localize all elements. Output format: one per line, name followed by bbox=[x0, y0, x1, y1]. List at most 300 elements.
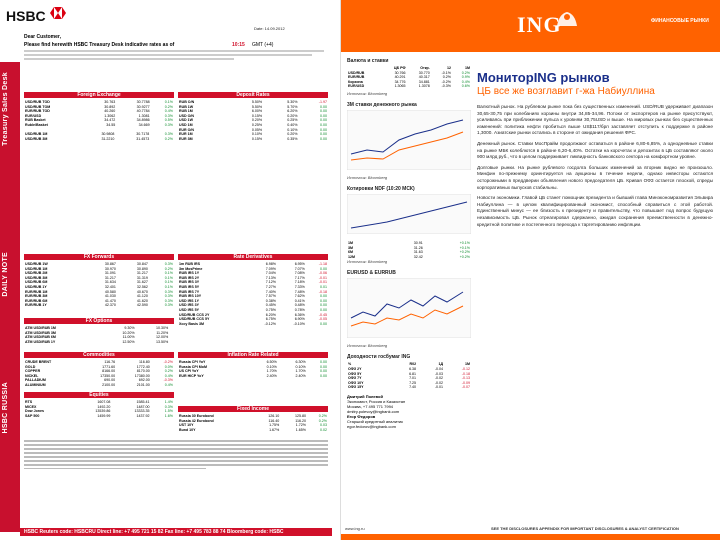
table-cell: 6.00% bbox=[251, 109, 263, 114]
table-cell: 5.50% bbox=[251, 104, 263, 109]
table-cell: 1М bbox=[348, 240, 353, 245]
paragraph-fx-market: Валютный рынок. На рублевом рынке пока без существенных изменений. USD/RUB удерживает диапазон 30,65-30,75 при колебаниях корзины внутри 34,85-34,96. Потоки от экспортеров на рынке присутствуют, усиливаясь при приближении пульса к уровням 30,75USD и выше. На мировых рынках без существенных изменений: политика нефти пробиться выше US$117/брл заставляет отступить к поддержке в районе 1,3000. Азиатские рынки остались в стороне от ожидания решения ФРС. bbox=[477, 104, 713, 136]
table-cell: 1492.20 bbox=[97, 404, 111, 409]
table-cell: USD 1M bbox=[179, 122, 193, 127]
table-cell: 40.260 bbox=[104, 109, 116, 114]
table-cell: RUB IRS 10Y bbox=[179, 294, 202, 299]
table-cell: 0.15% bbox=[251, 113, 263, 118]
table-cell: 0.6% bbox=[461, 84, 470, 89]
fx-forward-spot-table bbox=[24, 132, 174, 141]
table-cell: 13.50% bbox=[156, 339, 169, 344]
side-label-treasury: Treasury Sales Desk bbox=[2, 72, 9, 146]
table-cell: 7.18% bbox=[294, 280, 305, 285]
table-cell: EUR/USD bbox=[348, 84, 365, 89]
hsbc-notice: Please find herewith HSBC Treasury Desk indicative rates as of bbox=[24, 42, 175, 48]
table-cell: 0.00 bbox=[320, 307, 327, 312]
table-cell: 0.45% bbox=[265, 303, 276, 308]
table-cell: 0.00 bbox=[320, 369, 327, 374]
table-cell: 0.00 bbox=[320, 127, 327, 132]
table-cell: 0.00 bbox=[320, 113, 327, 118]
table-cell: 30.7788 bbox=[136, 100, 150, 104]
section-inflation: Inflation Rate Related bbox=[178, 352, 328, 358]
table-cell: -0.01 bbox=[434, 385, 444, 390]
table-cell: 34.881 bbox=[418, 79, 430, 84]
table-cell: 0.10% bbox=[295, 364, 306, 369]
table-cell: EUR/USD bbox=[25, 113, 42, 118]
eurusd-eurrub-chart bbox=[347, 278, 471, 338]
table-cell: -0.01 bbox=[318, 275, 327, 280]
table-cell: 1772.40 bbox=[136, 364, 150, 369]
table-cell: 0.4% bbox=[461, 79, 470, 84]
table-cell: 10.20% bbox=[122, 330, 135, 335]
table-cell: 0.01 bbox=[320, 284, 327, 289]
table-cell: 7.57% bbox=[265, 294, 276, 299]
table-cell: 41.030 bbox=[104, 294, 116, 299]
table-cell: 0.3% bbox=[164, 298, 173, 303]
table-cell: RUB IRS 2Y bbox=[179, 275, 200, 280]
table-cell: 1.3081 bbox=[138, 113, 150, 118]
table-cell: 7.13% bbox=[265, 275, 276, 280]
table-cell: USD/RUB CCS 2Y bbox=[179, 312, 210, 317]
table-cell: 126.10 bbox=[268, 414, 280, 418]
inflation-table bbox=[178, 360, 328, 378]
ing-header-tag: ФИНАНСОВЫЕ РЫНКИ bbox=[651, 18, 709, 24]
table-cell: 1.65% bbox=[295, 427, 306, 432]
table-cell: ОФЗ 5Y bbox=[348, 371, 362, 376]
table-cell: 31.26 bbox=[413, 245, 423, 250]
table-cell: 5.50% bbox=[251, 100, 263, 104]
table-cell: 0.2% bbox=[164, 104, 173, 109]
table-cell: -0.05 bbox=[318, 317, 327, 322]
table-cell: 1.5% bbox=[164, 409, 173, 414]
ndf-chart bbox=[347, 194, 471, 234]
table-cell: 7.48% bbox=[294, 289, 305, 294]
table-cell: COPPER bbox=[25, 369, 41, 374]
table-cell: USD/RUB 1W bbox=[25, 262, 48, 266]
table-cell: 1459.99 bbox=[97, 413, 111, 418]
table-cell: 32.401 bbox=[104, 284, 116, 289]
table-cell: 6.75% bbox=[265, 317, 276, 322]
table-cell: 116.80 bbox=[139, 360, 150, 364]
fixed-income-table bbox=[178, 414, 328, 432]
table-cell: 1М bbox=[465, 362, 470, 367]
table-cell: 30.9808 bbox=[101, 132, 115, 136]
table-cell: 34.472 bbox=[104, 118, 116, 123]
section-fx-options: FX Options bbox=[24, 318, 174, 324]
table-cell: 1487.00 bbox=[136, 404, 150, 409]
table-cell: Ruble/Basket bbox=[25, 122, 48, 127]
table-cell: 13333.35 bbox=[134, 409, 150, 414]
table-cell: Russia CPI YoY bbox=[179, 360, 206, 364]
table-cell: 0.4% bbox=[164, 382, 173, 387]
table-cell: 0.00 bbox=[320, 360, 327, 364]
table-cell: 1771.60 bbox=[102, 364, 116, 369]
table-cell: 0.75% bbox=[265, 307, 276, 312]
table-cell: 0.25% bbox=[251, 122, 263, 127]
ing-website[interactable]: www.ing.ru bbox=[345, 526, 365, 531]
table-cell: 41.120 bbox=[136, 294, 148, 299]
table-row bbox=[347, 255, 471, 260]
table-cell: ALUMINIUM bbox=[25, 382, 46, 387]
table-cell: 31.091 bbox=[104, 271, 116, 276]
table-cell: -0.12 bbox=[461, 366, 470, 371]
table-cell: 30.892 bbox=[104, 104, 116, 109]
table-cell: USD/RUB 1M bbox=[25, 266, 48, 271]
table-cell: 30.847 bbox=[136, 262, 148, 266]
table-cell: EUR/RUB bbox=[348, 75, 365, 80]
table-cell: 1.67% bbox=[269, 427, 280, 432]
table-cell: 42.370 bbox=[104, 303, 116, 308]
table-cell: 6.20% bbox=[265, 312, 276, 317]
table-cell: 30.867 bbox=[104, 262, 116, 266]
table-cell: +0.2% bbox=[459, 254, 470, 259]
table-cell: 0.3% bbox=[164, 113, 173, 118]
table-cell: 7.04% bbox=[265, 271, 276, 276]
table-cell: RUB IRS 3Y bbox=[179, 280, 200, 285]
table-cell: -1.18 bbox=[318, 262, 327, 266]
table-cell: -0.3% bbox=[441, 84, 451, 89]
table-cell: 0.2% bbox=[164, 136, 173, 141]
table-row bbox=[24, 383, 174, 388]
table-cell: 0.1% bbox=[164, 280, 173, 285]
table-cell: 40.317 bbox=[418, 75, 430, 80]
table-cell: 30.9277 bbox=[136, 104, 150, 109]
table-cell: 31.627 bbox=[136, 280, 148, 285]
table-cell: 0.38% bbox=[265, 298, 276, 303]
table-cell: 116.40 bbox=[268, 418, 280, 423]
table-cell: CRUDE BRENT bbox=[25, 360, 52, 364]
table-cell: Russia 30 Eurobond bbox=[179, 414, 214, 418]
paragraph-economy-news: Новости экономики. Главой ЦБ станет помощник президента и бывший глава Минэкономразвития Эльвира Набиуллина — в целом квалифицированный экономист, способный справиться с этой работой. Единственный минус — ее близость к президенту и правительству, что повышает под вопрос будущую независимость ЦБ. Рынок отреагировал сдержанно, ожидая сохранения преемственности в денежно-кредитной политике и постепенного перехода к таргетированию инфляции. bbox=[477, 195, 713, 227]
table-cell: 7.09% bbox=[265, 266, 276, 271]
table-cell: ОФЗ 2Y bbox=[348, 366, 362, 371]
table-cell: Russia CPI MoM bbox=[179, 364, 207, 369]
table-cell: 30.7178 bbox=[136, 132, 150, 136]
table-cell: +0.2% bbox=[459, 250, 470, 255]
table-cell: ЦБ РФ bbox=[393, 66, 406, 70]
table-cell: 30.91 bbox=[413, 240, 423, 245]
hsbc-timezone: GMT (+4) bbox=[252, 42, 274, 48]
chart2-title: Котировки NDF (10:20 МСК) bbox=[347, 185, 415, 192]
table-cell: 0.2% bbox=[461, 70, 470, 75]
chart3-title: EURUSD & EURRUB bbox=[347, 270, 396, 277]
table-row bbox=[24, 340, 174, 345]
table-cell: Корзина bbox=[348, 79, 363, 84]
hsbc-logo: HSBC bbox=[6, 8, 46, 24]
table-cell: 30.890 bbox=[136, 266, 148, 271]
table-cell: S&P 500 bbox=[25, 413, 40, 418]
section-fixed-income: Fixed Income bbox=[178, 406, 328, 412]
table-cell: EUR 1M bbox=[179, 132, 193, 137]
table-cell: 0.00 bbox=[320, 266, 327, 271]
table-cell: 6.36% bbox=[294, 312, 305, 317]
table-cell: 0.0% bbox=[164, 364, 173, 369]
table-cell: 17350.00 bbox=[100, 373, 116, 378]
table-cell: USD IRS 3Y bbox=[179, 303, 199, 308]
table-cell: -0.18 bbox=[318, 289, 327, 294]
table-cell: USD/RUB 6M bbox=[25, 280, 48, 285]
ing-logo: ING bbox=[517, 12, 562, 37]
main-text bbox=[477, 104, 713, 228]
paragraph-money-market: Денежный рынок. Ставки МосПрайм продолжают оставаться в районе 6,80-6,85%, а однодневные ставки на рынке МБК колеблются в районе 6,20-6,40%. Остатки на корсчетах и депозитах в ЦБ составляют около 900 млрд руб., что в целом поддерживает ликвидность банковского сектора на комфортном уровне. bbox=[477, 140, 713, 160]
table-cell: 7.25 bbox=[409, 380, 417, 385]
table-cell: 0.00 bbox=[320, 136, 327, 141]
table-cell: -0.1% bbox=[441, 70, 451, 75]
table-cell: 0.00 bbox=[320, 321, 327, 326]
table-cell: -0.13 bbox=[461, 376, 470, 381]
table-cell: -0.03 bbox=[434, 371, 444, 376]
table-cell: 0.25% bbox=[287, 118, 298, 123]
table-cell: 1.3062 bbox=[104, 113, 116, 118]
table-cell: -0.2% bbox=[441, 79, 451, 84]
table-cell: 0.9% bbox=[461, 75, 470, 80]
table-cell: -0.45 bbox=[318, 312, 327, 317]
table-cell: 5.30% bbox=[287, 100, 298, 104]
table-cell: 0.10% bbox=[251, 132, 263, 137]
table-cell: ATM USD/RUB 1M bbox=[25, 326, 56, 330]
table-cell: 0.00 bbox=[320, 132, 327, 137]
table-cell: -0.10% bbox=[293, 321, 305, 326]
hsbc-footer bbox=[20, 528, 332, 536]
table-cell: -0.02 bbox=[434, 380, 444, 385]
table-cell: 1Д bbox=[438, 362, 444, 367]
table-cell: 0.3% bbox=[164, 289, 173, 294]
table-cell: EUR/RUB 1M bbox=[25, 289, 48, 294]
table-cell: 1607.08 bbox=[97, 400, 111, 404]
table-cell: 7.17% bbox=[294, 275, 305, 280]
table-cell: 0.48% bbox=[294, 303, 305, 308]
table-cell: 0.00 bbox=[320, 303, 327, 308]
table-row bbox=[24, 137, 174, 142]
table-cell: 7.12% bbox=[265, 280, 276, 285]
contact-phone: Москва, +7 495 771 7994 bbox=[347, 403, 394, 409]
fx-forwards-table bbox=[24, 262, 174, 308]
table-cell: 116.76 bbox=[104, 360, 116, 364]
table-cell: Xccy Basis 3M bbox=[179, 321, 204, 326]
table-cell: USD/RUB TOD bbox=[25, 100, 50, 104]
table-cell: 1m RUB IRS bbox=[179, 262, 200, 266]
table-row bbox=[178, 428, 328, 433]
table-cell: RUB 1M bbox=[179, 109, 193, 114]
table-cell: RTS bbox=[25, 400, 33, 404]
hsbc-disclaimer-text bbox=[24, 440, 328, 520]
hsbc-footer-text: HSBC Reuters code: HSBCRU Direct line: +7 495 721 15 82 Fax line: +7 495 783 88 74 Bloomberg code: HSBC bbox=[24, 529, 284, 535]
hsbc-hexagon-icon bbox=[50, 7, 66, 19]
table-cell: 0.3% bbox=[164, 294, 173, 299]
table-cell: 2101.00 bbox=[136, 382, 150, 387]
table-cell: 0.10% bbox=[287, 127, 298, 132]
table-cell: -0.12% bbox=[264, 321, 276, 326]
ndf-table bbox=[347, 241, 471, 259]
table-cell: EUR O/N bbox=[179, 127, 194, 132]
table-cell: +0.1% bbox=[459, 245, 470, 250]
hsbc-intro-text bbox=[24, 50, 324, 64]
table-cell: 3М bbox=[348, 245, 353, 250]
table-cell: 125.80 bbox=[294, 414, 306, 418]
table-cell: 34.8986 bbox=[136, 118, 150, 123]
table-row bbox=[347, 385, 471, 390]
yields-table bbox=[347, 362, 471, 390]
equities-table bbox=[24, 400, 174, 418]
contact2-email[interactable]: egor.fedorov@ingbank.com bbox=[347, 423, 396, 429]
table-cell: 34.55 bbox=[106, 122, 116, 127]
table-cell: 7.40 bbox=[409, 385, 417, 390]
table-cell: 0.00 bbox=[320, 109, 327, 114]
table-cell: 31.634 bbox=[104, 280, 116, 285]
table-cell: 9.30% bbox=[124, 326, 135, 330]
table-cell: 30.766 bbox=[394, 70, 406, 75]
table-cell: Dow Jones bbox=[25, 409, 44, 414]
table-cell: ОФЗ 7Y bbox=[348, 376, 362, 381]
table-cell: USD 1W bbox=[179, 118, 193, 123]
table-cell: -0.07 bbox=[461, 385, 470, 390]
table-cell: 0.00 bbox=[320, 364, 327, 369]
table-cell: 116.20 bbox=[295, 418, 306, 423]
table-cell: USD/RUB 3M bbox=[25, 275, 48, 280]
table-cell: EUR/RUB 6M bbox=[25, 298, 48, 303]
table-cell: Bund 10Y bbox=[179, 427, 196, 432]
chart3-source: Источник: Bloomberg bbox=[347, 343, 388, 349]
table-cell: 12.00% bbox=[156, 335, 169, 340]
page-title: МониторING рынков bbox=[477, 70, 610, 85]
table-cell: RUB 1W bbox=[179, 104, 194, 109]
table-row bbox=[178, 322, 328, 327]
table-cell: USD/RUB 2M bbox=[25, 271, 48, 276]
table-row bbox=[24, 123, 174, 128]
table-cell: 34.776 bbox=[394, 79, 406, 84]
table-cell: 0.15% bbox=[251, 136, 263, 141]
table-cell: 6.95% bbox=[294, 262, 305, 266]
table-cell: 32.562 bbox=[136, 284, 148, 289]
table-cell: USD O/N bbox=[179, 113, 194, 118]
ing-market-monitor-page bbox=[340, 0, 720, 540]
table-cell: 0.20% bbox=[287, 113, 298, 118]
table-cell: 31.4573 bbox=[136, 136, 150, 141]
table-cell: MICEX bbox=[25, 404, 37, 409]
table-cell: PALLADIUM bbox=[25, 378, 46, 383]
contact2-name: Егор Федоров bbox=[347, 413, 376, 419]
table-cell: 7.08% bbox=[294, 271, 305, 276]
table-cell: ATM USD/RUB 6M bbox=[25, 335, 56, 340]
table-cell: 6.30% bbox=[295, 360, 306, 364]
table-cell: 1.3078 bbox=[418, 84, 430, 89]
table-cell: Russia 42 Eurobond bbox=[179, 418, 214, 423]
table-cell: 0.1% bbox=[164, 284, 173, 289]
fx-table bbox=[24, 100, 174, 128]
section-deposit-rates: Deposit Rates bbox=[178, 92, 328, 98]
table-cell: RUB O/N bbox=[179, 100, 195, 104]
table-cell: 5.70% bbox=[287, 104, 298, 109]
table-cell: 41.470 bbox=[104, 298, 116, 303]
table-cell: 8166.00 bbox=[102, 369, 116, 374]
table-cell: 0.00 bbox=[320, 122, 327, 127]
deposit-table bbox=[178, 100, 328, 141]
table-cell: 10.30% bbox=[156, 326, 169, 330]
table-cell: 32.42 bbox=[413, 254, 423, 259]
table-cell: 1437.92 bbox=[136, 413, 150, 418]
table-cell: 1.70% bbox=[266, 369, 277, 374]
ing-disclaimer: SEE THE DISCLOSURES APPENDIX FOR IMPORTANT DISCLOSURES & ANALYST CERTIFICATION bbox=[491, 526, 679, 531]
table-cell: 17380.00 bbox=[134, 373, 150, 378]
chart1-title: 3М ставки денежного рынка bbox=[347, 101, 417, 108]
table-cell: 30.770 bbox=[418, 70, 430, 75]
table-cell: 0.2% bbox=[318, 418, 327, 423]
table-cell: % bbox=[348, 362, 352, 367]
table-cell: -0.18 bbox=[461, 371, 470, 376]
table-cell: -0.02 bbox=[434, 376, 444, 381]
table-cell: 2.40% bbox=[295, 373, 306, 378]
table-cell: EUR/RUB 3M bbox=[25, 294, 48, 299]
table-cell: 30.970 bbox=[104, 266, 116, 271]
page-subtitle: ЦБ все же возглавит г-жа Набиуллина bbox=[477, 86, 655, 97]
table-cell: 31.217 bbox=[136, 271, 148, 276]
table-cell: 1.6% bbox=[164, 413, 173, 418]
table-cell: 40.670 bbox=[136, 289, 148, 294]
table-cell: USD/RUB 1Y bbox=[25, 284, 47, 289]
table-cell: Откр. bbox=[420, 66, 430, 70]
fx-rates-title: Валюта и ставки bbox=[347, 58, 389, 64]
table-cell: 0.40% bbox=[287, 122, 298, 127]
table-cell: 0.78% bbox=[294, 307, 305, 312]
table-row bbox=[178, 137, 328, 142]
table-cell: 1.4% bbox=[164, 400, 173, 404]
table-cell: 6.20% bbox=[287, 109, 298, 114]
table-cell: 11.00% bbox=[122, 335, 135, 340]
table-cell: 0.20% bbox=[287, 132, 298, 137]
table-cell: EUR HICP YoY bbox=[179, 373, 204, 378]
table-cell: 13539.86 bbox=[95, 409, 111, 414]
table-cell: 0.03 bbox=[320, 423, 327, 428]
table-cell: 6.81 bbox=[409, 371, 417, 376]
table-cell: NICKEL bbox=[25, 373, 39, 378]
table-cell: 0.4% bbox=[164, 109, 173, 114]
table-cell: 34.669 bbox=[138, 122, 150, 127]
table-cell: 11.20% bbox=[156, 330, 169, 335]
table-cell: 0.1% bbox=[164, 100, 173, 104]
table-cell: 0.4% bbox=[164, 373, 173, 378]
table-cell: ATM USD/RUB 1Y bbox=[25, 339, 56, 344]
side-label-hsbc-russia: HSBC RUSSIA bbox=[2, 382, 9, 434]
table-cell: 0.02 bbox=[320, 427, 327, 432]
table-cell: 0.3% bbox=[164, 132, 173, 136]
table-cell: 7.62% bbox=[294, 294, 305, 299]
section-commodities: Commodities bbox=[24, 352, 174, 358]
table-cell: 30.763 bbox=[104, 100, 116, 104]
table-cell: 2100.00 bbox=[102, 382, 116, 387]
table-cell: 6.90% bbox=[294, 317, 305, 322]
table-cell: 8170.00 bbox=[136, 369, 150, 374]
table-cell: GOLD bbox=[25, 364, 36, 369]
hsbc-daily-note-page bbox=[0, 0, 336, 540]
table-cell: USD/RUB CCS 5Y bbox=[179, 317, 210, 322]
table-cell: 0.2% bbox=[164, 266, 173, 271]
table-cell: ОФЗ 15Y bbox=[348, 385, 364, 390]
chart1-source: Источник: Bloomberg bbox=[347, 174, 388, 180]
table-cell: 1.3065 bbox=[394, 84, 406, 89]
table-cell: 7.07% bbox=[294, 266, 305, 271]
ing-fx-table bbox=[347, 66, 471, 89]
section-fx-forwards: FX Forwards bbox=[24, 254, 174, 260]
table-cell: -0.06 bbox=[318, 271, 327, 276]
table-cell: RUB Basket bbox=[25, 118, 46, 123]
table-cell: 40.291 bbox=[394, 75, 406, 80]
contact-email[interactable]: dmitry.polevoy@ingbank.com bbox=[347, 408, 400, 414]
table-cell: 12.50% bbox=[122, 339, 135, 344]
table-cell: 12 bbox=[446, 66, 451, 70]
table-cell: 0.00 bbox=[320, 298, 327, 303]
hsbc-side-banner bbox=[0, 62, 20, 532]
contact-name: Дмитрий Полевой bbox=[347, 393, 383, 399]
